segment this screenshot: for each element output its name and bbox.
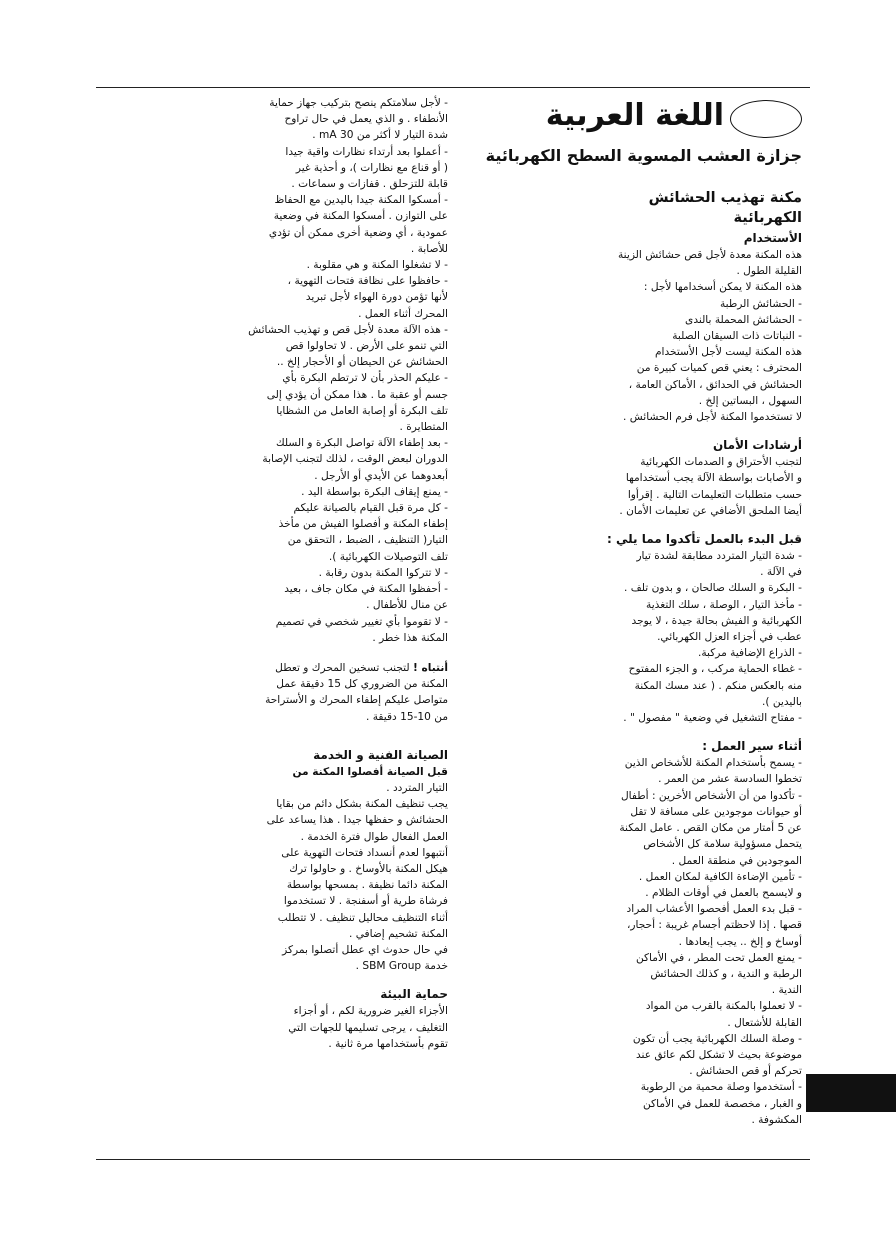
text-line: فرشاة طرية أو أسفنجة . لا تستخدموا: [283, 895, 448, 908]
text-line: - شدة التيار المتردد مطابقة لشدة تيار: [636, 550, 802, 563]
text-line: - مأخذ التيار ، الوصلة ، سلك التغذية: [646, 598, 802, 611]
text-line: هذه المكنة معدة لأجل قص حشائش الزينة: [618, 249, 802, 261]
text-line: هذه المكنة لا يمكن أسخدامها لأجل :: [643, 281, 802, 294]
text-line: الأجزاء الغير ضرورية لكم ، أو أجزاء: [293, 1005, 448, 1018]
text-line: - مفتاح التشغيل في وضعية " مفصول " .: [623, 712, 802, 725]
text-line: يتحمل مسؤولية سلامة كل الأشخاص: [643, 838, 802, 851]
text-line: التي تنمو على الأرض . لا تحاولوا قص: [285, 340, 448, 353]
text-line: المحرك أثناء العمل .: [358, 307, 448, 320]
text-line: منه بالعكس منكم . ( عند مسك المكنة: [634, 679, 802, 692]
text-line: حسب متطلبات التعليمات التالية . إقرأوا: [627, 488, 802, 501]
text-line: المكنة تشحيم إضافي .: [348, 927, 448, 940]
text-line: باليدين ).: [761, 695, 802, 708]
text-line: لتجنب تسخين المحرك و تعطل: [275, 661, 410, 674]
text-line: قصها . إذا لاحظتم أجسام غريبة : أحجار،: [626, 919, 802, 932]
text-line: - النباتات ذات السيقان الصلبة: [672, 330, 802, 343]
text-line: جسم أو عقبة ما . هذا ممكن أن يؤدي إلى: [266, 388, 448, 401]
during-work-heading: أثناء سير العمل :: [702, 739, 802, 754]
text-line: أوساخ و إلخ .. يجب إبعادها .: [678, 935, 802, 948]
before-work-heading: قبل البدء بالعمل تأكدوا مما يلي :: [607, 532, 802, 547]
text-line: يجب تنظيف المكنة بشكل دائم من بقايا: [276, 798, 448, 811]
text-line: - يمنع العمل تحت المطر ، في الأماكن: [635, 951, 802, 964]
text-line: أيضا الملحق الأضافي عن تعليمات الأمان .: [619, 504, 802, 517]
text-line: تخطوا السادسة عشر من العمر .: [658, 773, 802, 786]
text-line: - قبل بدء العمل أفحصوا الأعشاب المراد: [626, 903, 802, 916]
language-oval-icon: [730, 100, 802, 138]
text-line: عن 5 أمتار من مكان القص . عامل المكنة: [619, 822, 802, 835]
text-line: السهول ، البساتين إلخ .: [698, 394, 802, 407]
text-line: الدوران لبعض الوقت ، لذلك لتجنب الإصابة: [262, 453, 448, 466]
before-work-text: [600, 548, 802, 726]
text-line: - البكرة و السلك صالحان ، و بدون تلف .: [624, 582, 802, 595]
text-line: - يمنع إيقاف البكرة بواسطة اليد .: [301, 485, 448, 498]
text-line: الحشائش و حفظها جيدا . هذا يساعد على: [266, 814, 448, 827]
text-line: تقوم بأستخدامها مرة ثانية .: [328, 1037, 448, 1050]
environment-heading: حماية البيئة: [380, 987, 448, 1002]
text-line: المكنة من الضروري كل 15 دقيقة عمل: [276, 678, 448, 691]
text-line: - غطاء الحماية مركب ، و الجزء المفتوح: [628, 663, 802, 676]
text-line: تلف التوصيلات الكهربائية ).: [328, 550, 448, 563]
safety-text: [600, 454, 802, 519]
text-line: و الأصابات بواسطة الآلة يجب أستخدامها: [625, 472, 802, 485]
text-line: - حافظوا على نظافة فتحات التهوية ،: [287, 275, 448, 288]
left-column: [236, 95, 448, 1052]
text-line: المحترف : يعني قص كميات كبيرة من: [636, 362, 802, 375]
warning-label: أنتباه !: [412, 661, 448, 674]
text-line: الأنطفاء . و الذي يعمل في حال تراوح: [284, 113, 448, 126]
text-line: التغليف ، يرجى تسليمها للجهات التي: [288, 1021, 448, 1034]
maintenance-text: [236, 780, 448, 974]
text-line: أنتبهوا لعدم أنسداد فتحات التهوية على: [281, 846, 448, 859]
text-line: التيار المتردد .: [386, 781, 448, 794]
text-line: أبعدوهما عن الأيدي أو الأرجل .: [314, 469, 448, 482]
product-title: جزازة العشب المسوية السطح الكهربائية: [485, 146, 802, 165]
maintenance-heading: الصيانة الفنية و الخدمة: [313, 747, 448, 762]
safety-heading: أرشادات الأمان: [712, 438, 802, 453]
language-tab-marker: [806, 1074, 896, 1112]
text-line: التيار( التنظيف ، الضبط ، التحقق من: [287, 534, 448, 547]
usage-heading: الأستخدام: [743, 231, 802, 245]
text-line: - أستخدموا وصلة محمية من الرطوبة: [640, 1081, 802, 1094]
text-line: عطب في أجزاء العزل الكهربائي.: [657, 631, 802, 644]
text-line: المكنة هذا خطر .: [372, 631, 448, 644]
text-line: على التوازن . أمسكوا المكنة في وضعية: [273, 210, 448, 223]
text-line: تلف البكرة أو إصابة العامل من الشظايا: [276, 404, 448, 417]
bottom-rule: [96, 1159, 810, 1160]
text-line: لتجنب الأحتراق و الصدمات الكهربائية: [640, 456, 802, 469]
text-line: ( أو قناع مع نظارات )، و أحذية غير: [295, 161, 448, 174]
text-line: - لا تعملوا بالمكنة بالقرب من المواد: [645, 1000, 802, 1013]
safety-continued-text: [236, 95, 448, 646]
text-line: - الحشائش المحملة بالندى: [685, 313, 802, 326]
text-line: إطفاء المكنة و أفصلوا الفيش من مأخذ: [278, 518, 448, 531]
text-line: - بعد إطفاء الآلة تواصل البكرة و السلك: [275, 437, 448, 450]
text-line: - الذراع الإضافية مركبة.: [698, 647, 802, 660]
text-line: تحركم أو قص الحشائش .: [689, 1065, 802, 1078]
text-line: و الغبار ، مخصصة للعمل في الأماكن: [642, 1097, 802, 1110]
text-line: - هذه الآلة معدة لأجل قص و تهذيب الحشائش: [248, 323, 448, 336]
right-column: [545, 96, 802, 1128]
text-line: - لأجل سلامتكم ينصح بتركيب جهاز حماية: [269, 97, 448, 109]
language-title: اللغة العربية: [545, 98, 724, 133]
text-line: - لا تشغلوا المكنة و هي مقلوبة .: [306, 259, 448, 272]
text-line: هيكل المكنة بالأوساخ . و حاولوا ترك: [289, 862, 448, 875]
text-line: أو حيوانات موجودين على مسافة لا تقل: [630, 805, 802, 818]
text-line: المكشوفة .: [751, 1113, 802, 1126]
warning-block: [236, 660, 448, 725]
text-line: هذه المكنة ليست لأجل الأستخدام: [654, 346, 802, 359]
text-line: و لايسمح بالعمل في أوقات الظلام .: [645, 886, 802, 899]
text-line: - عليكم الحذر بأن لا ترتطم البكرة بأي: [282, 372, 448, 385]
text-line: في الآلة .: [760, 566, 802, 579]
text-line: - يسمح بأستخدام المكنة للأشخاص الذين: [624, 757, 802, 770]
text-line: - أحفظوا المكنة في مكان جاف ، بعيد: [284, 583, 448, 596]
text-line: لأنها تؤمن دورة الهواء لأجل تبريد: [305, 291, 448, 304]
text-line: لا تستخدموا المكنة لأجل فرم الحشائش .: [623, 411, 802, 424]
text-line: الرطبة و الندية ، و كذلك الحشائش: [650, 967, 802, 980]
text-line: شدة التيار لا أكثر من 30 mA .: [312, 129, 448, 142]
text-line: الكهربائية و الفيش بحالة جيدة ، لا يوجد: [631, 614, 802, 627]
text-line: موضوعة بحيث لا تشكل لكم عائق عند: [635, 1048, 802, 1061]
usage-text: [600, 247, 802, 425]
text-line: في حال حدوث اي عطل أتصلوا بمركز: [282, 943, 448, 956]
text-line: - أمسكوا المكنة جيدا باليدين مع الحفاظ: [274, 194, 448, 207]
text-line: خدمة SBM Group .: [355, 960, 448, 973]
text-line: - الحشائش الرطبة: [719, 297, 802, 310]
text-line: عمودية ، أي وضعية أخرى ممكن أن تؤدي: [268, 226, 448, 239]
text-line: للأصابة .: [410, 242, 448, 255]
text-line: الحشائش في الحدائق ، الأماكن العامة ،: [628, 378, 802, 391]
language-header: [545, 96, 802, 148]
text-line: - وصلة السلك الكهربائية يجب أن تكون: [632, 1032, 802, 1045]
text-line: المتطايرة .: [399, 421, 448, 434]
top-rule: [96, 87, 810, 88]
maintenance-subheading: قبل الصيانة أفصلوا المكنة من: [292, 765, 448, 778]
environment-text: [236, 1003, 448, 1052]
text-line: - أعملوا بعد أرتداء نظارات واقية جيدا: [285, 145, 448, 158]
text-line: قابلة للتزحلق . قفازات و سماعات .: [291, 178, 448, 191]
text-line: متواصل عليكم إطفاء المحرك و الأستراحة: [265, 694, 448, 707]
text-line: - كل مرة قبل القيام بالصيانة عليكم: [293, 502, 448, 515]
text-line: القليلة الطول .: [736, 265, 802, 278]
text-line: - تأكدوا من أن الأشخاص الأخرين : أطفال: [620, 789, 802, 802]
text-line: من 10-15 دقيقة .: [365, 710, 448, 723]
text-line: عن منال للأطفال .: [366, 599, 448, 612]
main-title: مكنة تهذيب الحشائش الكهربائية: [648, 190, 802, 226]
text-line: العمل الفعال طوال فترة الخدمة .: [300, 830, 448, 843]
text-line: الندية .: [771, 984, 802, 997]
text-line: - تأمين الإضاءة الكافية لمكان العمل .: [638, 870, 802, 883]
text-line: المكنة دائما نظيفة . بمسحها بواسطة: [286, 879, 448, 892]
text-line: الحشائش عن الحيطان أو الأحجار إلخ ..: [276, 356, 448, 369]
during-work-text: [600, 755, 802, 1128]
text-line: أثناء التنظيف محاليل تنظيف . لا تتطلب: [277, 911, 448, 924]
text-line: - لا تقوموا بأي تغيير شخصي في تصميم: [275, 615, 448, 628]
text-line: - لا تتركوا المكنة بدون رقابة .: [318, 566, 448, 579]
text-line: الموجودين في منطقة العمل .: [671, 854, 802, 867]
text-line: القابلة للأشتعال .: [727, 1016, 802, 1029]
